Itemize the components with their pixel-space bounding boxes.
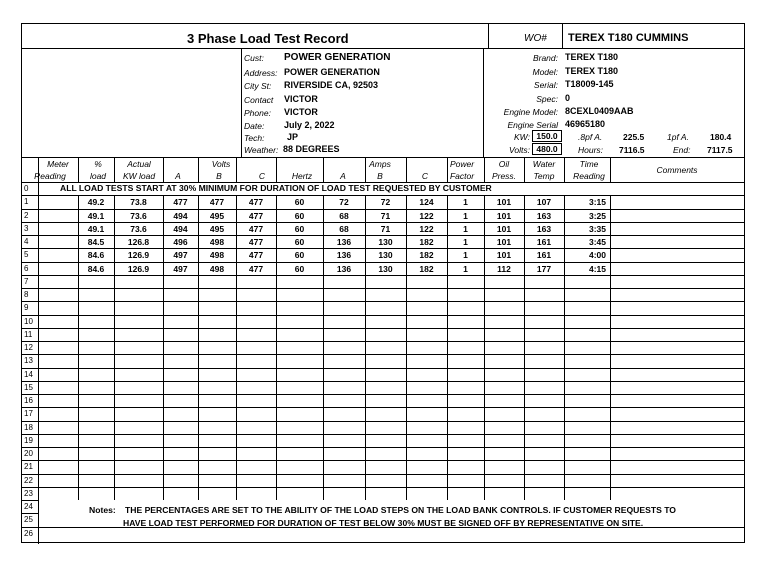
table-cell: 497 [173,263,188,274]
table-cell: 498 [209,263,225,274]
table-cell: 60 [294,237,305,247]
pf8-amps: 225.5 [623,132,645,142]
table-cell: 497 [173,250,188,261]
table-cell: 101 [496,223,512,234]
row-number: 26 [24,528,33,538]
table-cell: 60 [294,250,305,261]
row-number: 20 [24,449,33,458]
table-cell: 477 [173,197,188,208]
row-number: 25 [24,515,33,525]
table-cell: 1 [463,210,468,221]
table-cell: 72 [339,197,349,208]
table-cell: 60 [294,263,305,274]
kw-value: 150.0 [532,130,562,142]
table-cell: 101 [496,250,512,261]
table-cell: 84.5 [87,237,105,247]
table-cell: 136 [336,250,352,261]
row-number: 14 [24,369,33,379]
row-number: 2 [24,210,29,220]
table-cell: 124 [419,197,434,208]
table-cell: 72 [380,197,391,208]
table-cell: 71 [380,223,391,234]
row-number: 6 [24,263,29,273]
table-cell: 3:45 [588,237,606,247]
engine-model: 8CEXL0409AAB [565,106,634,116]
table-cell: 1 [463,223,468,234]
table-cell: 136 [336,237,352,247]
row-number: 0 [24,184,29,193]
customer-city: RIVERSIDE CA, 92503 [284,80,379,90]
engine-serial: 46965180 [565,119,606,129]
table-cell: 161 [536,237,552,247]
table-cell: 68 [339,210,349,221]
technician: JP [287,132,299,142]
table-cell: 1 [463,237,468,247]
row-number: 4 [24,237,29,246]
table-cell: 68 [339,223,349,234]
spec: 0 [565,93,571,103]
table-cell: 182 [419,263,434,274]
customer-contact: VICTOR [284,94,318,104]
table-cell: 163 [536,223,552,234]
table-cell: 60 [294,210,305,221]
table-cell: 73.8 [130,197,147,208]
table-cell: 3:15 [588,197,606,208]
table-cell: 60 [294,197,305,208]
table-cell: 1 [463,250,468,261]
row0-banner: ALL LOAD TESTS START AT 30% MINIMUM FOR DURATION OF LOAD TEST REQUESTED BY CUSTOMER [60,183,492,193]
row-number: 1 [24,197,29,207]
row-number: 16 [24,396,33,405]
table-cell: 101 [496,237,512,247]
table-cell: 126.9 [127,263,150,274]
table-cell: 3:35 [588,223,606,234]
table-cell: 49.2 [87,197,105,208]
table-cell: 177 [536,263,552,274]
table-cell: 182 [419,250,434,261]
pf1-amps: 180.4 [710,132,732,142]
table-cell: 126.8 [127,237,150,247]
table-cell: 71 [380,210,391,221]
table-cell: 1 [463,197,468,208]
customer-phone: VICTOR [284,107,318,117]
row-number: 11 [24,329,33,339]
notes-line-2: HAVE LOAD TEST PERFORMED FOR DURATION OF TEST BELOW 30% MUST BE SIGNED OFF BY REPRESENTATIVE ON SITE. [123,518,644,528]
table-cell: 182 [419,237,434,247]
table-cell: 101 [496,197,512,208]
wo-value: TEREX T180 CUMMINS [568,32,689,44]
row-number: 5 [24,250,29,260]
load-test-sheet: 3 Phase Load Test Record WO# TEREX T180 CUMMINS Cust: POWER GENERATION Address: POWER GENERATION City St: RIVERSIDE CA, 92503 Contact VICTOR Phone: VICTOR Date: July 2, 2022 Tech: JP Weather: 88 DEGREES Brand: TEREX T180 Model: TEREX T180 Serial: T18009-145 Spec: 0 Engine Model: 8CEXL0409AAB Engine Serial 46965180 KW: 150.0 Volts: 480.0 .8pf A. 225.5 1pf A. 180.4 Hours: 7116.5 End: 7117.5 Meter Reading % load Actual KW load Volts A B C Hertz Amps A B C Power Factor Oil Press. Water Temp Time Reading Comments ALL LOAD TESTS START AT 30% MINIMUM FOR DURATION OF LOAD TEST REQUESTED BY CUSTOMER 0 1 2 3 4 5 6 7 8 9 10 11 12 13 14 15 16 17 18 19 20 21 22 23 24 25 26 49.2 73.8 477 477 477 60 72 72 124 1 101 107 3:15 49.1 73.6 494 495 477 60 68 71 122 1 101 163 3:25 49.1 73.6 494 495 477 60 68 71 122 1 101 163 3:35 84.5 126.8 496 498 477 60 136 130 182 1 101 161 3:45 84.6 126.9 497 498 477 60 136 130 182 1 101 161 4:00 84.6 126.9 497 498 477 60 136 130 182 1 112 177 4:15 Notes: THE PERCENTAGES ARE SET TO THE ABILITY OF THE LOAD STEPS ON THE LOAD BANK CONTROLS. IF CUSTOMER REQUESTS TO HAVE LOAD TEST PERFORMED FOR DURATION OF TEST BELOW 30% MUST BE SIGNED OFF BY REPRESENTATIVE ON SITE. [21,23,745,543]
table-cell: 49.1 [87,223,105,234]
table-cell: 477 [248,197,264,208]
table-cell: 495 [209,223,225,234]
table-cell: 136 [336,263,352,274]
row-number: 7 [24,276,29,286]
weather: 88 DEGREES [283,144,340,154]
table-cell: 477 [248,210,264,221]
table-cell: 73.6 [130,223,147,234]
notes-line-1: THE PERCENTAGES ARE SET TO THE ABILITY OF THE LOAD STEPS ON THE LOAD BANK CONTROLS. IF CUSTOMER REQUESTS TO [125,505,676,515]
row-number: 24 [24,502,33,511]
row-number: 9 [24,303,29,313]
row-number: 21 [24,462,33,472]
table-cell: 3:25 [588,210,606,221]
brand: TEREX T180 [565,52,619,62]
table-cell: 49.1 [87,210,105,221]
table-cell: 122 [419,210,434,221]
row-number: 18 [24,422,33,432]
table-cell: 130 [378,263,393,274]
table-cell: 498 [209,237,225,247]
serial: T18009-145 [565,79,614,89]
table-cell: 126.9 [127,250,150,261]
table-cell: 494 [173,223,188,234]
table-cell: 101 [496,210,512,221]
table-cell: 122 [419,223,434,234]
row-number: 17 [24,409,33,419]
table-cell: 477 [248,250,264,261]
wo-label: WO# [524,33,547,44]
notes-label: Notes: [89,505,116,515]
row-number: 13 [24,356,33,366]
table-cell: 130 [378,250,393,261]
row-number: 15 [24,382,33,392]
table-cell: 477 [248,237,264,247]
table-cell: 107 [536,197,552,208]
table-cell: 477 [248,263,264,274]
table-cell: 494 [173,210,188,221]
table-cell: 4:15 [588,263,606,274]
table-cell: 60 [294,223,305,234]
table-cell: 477 [209,197,225,208]
table-cell: 1 [463,263,468,274]
row-number: 23 [24,488,33,498]
row-number: 22 [24,475,33,485]
table-cell: 498 [209,250,225,261]
volts-value: 480.0 [532,143,562,155]
table-cell: 496 [173,237,188,247]
table-cell: 84.6 [87,250,105,261]
table-cell: 477 [248,223,264,234]
test-date: July 2, 2022 [284,120,335,130]
row-number: 10 [24,316,33,326]
table-cell: 4:00 [588,250,606,261]
row-number: 12 [24,343,33,352]
row-number: 19 [24,435,33,445]
table-cell: 161 [536,250,552,261]
table-cell: 163 [536,210,552,221]
table-cell: 84.6 [87,263,105,274]
table-cell: 130 [378,237,393,247]
table-cell: 73.6 [130,210,147,221]
customer-name: POWER GENERATION [284,52,391,63]
hours-end: 7117.5 [707,145,733,155]
customer-address: POWER GENERATION [284,67,380,77]
model: TEREX T180 [565,66,619,76]
table-cell: 495 [209,210,225,221]
row-number: 3 [24,223,29,233]
row-number: 8 [24,290,29,299]
page-title: 3 Phase Load Test Record [187,31,349,46]
hours-start: 7116.5 [619,145,645,155]
table-cell: 112 [497,263,511,274]
